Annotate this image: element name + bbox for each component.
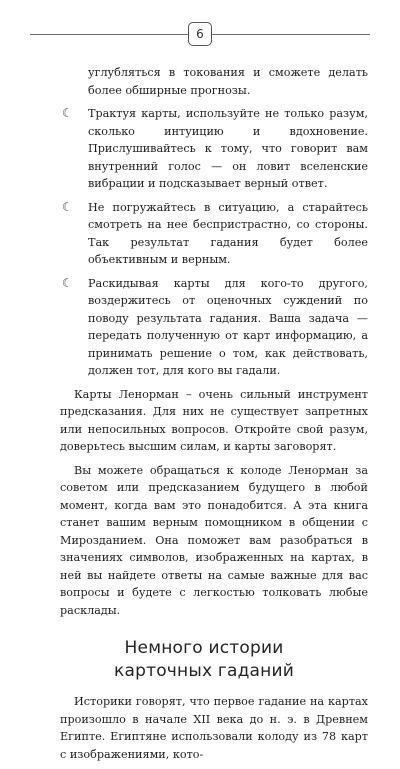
bullet-text: Трактуя карты, используйте не только разум, сколько интуицию и вдохновение. Прислушивайтесь к тому, что говорит вам внутренний голос — он ловит вселенские вибрации и подсказывает верный ответ. bbox=[88, 107, 368, 190]
section-title-line: карточных гаданий bbox=[114, 661, 294, 681]
page-number: 6 bbox=[188, 22, 212, 46]
moon-icon: ☾ bbox=[62, 275, 73, 290]
continuation-text: углубляться в токования и сможете делать более обширные прогнозы. bbox=[88, 66, 368, 97]
bullet-item bbox=[60, 199, 368, 269]
section-title bbox=[40, 637, 368, 683]
paragraph: Карты Ленорман – очень сильный инструмент предсказания. Для них не существует запретных или непосильных вопросов. Откройте свой разум, доверьтесь высшим силам, и карты заговорят. bbox=[60, 387, 368, 453]
paragraph: Вы можете обращаться к колоде Ленорман за советом или предсказанием будущего в любой момент, когда вам это понадобится. А эта книга станет вашим верным помощником в общении с Мирозданием. Она поможет вам разобраться в значениях символов, изображенных на картах, в ней вы найдете ответы на самые важные для вас вопросы и будете с легкостью толковать любые расклады. bbox=[60, 463, 368, 617]
header-rule-right bbox=[212, 34, 370, 35]
bullet-item bbox=[60, 275, 368, 380]
bullet-item bbox=[60, 105, 368, 193]
page-header bbox=[30, 22, 370, 48]
section-title-line: Немного истории bbox=[124, 638, 284, 658]
bullet-text: Раскидывая карты для кого-то другого, воздержитесь от оценочных суждений по поводу результата гадания. Ваша задача — передать полученную от карт информацию, а принимать решение о том, как действовать, должен тот, для кого вы гадали. bbox=[88, 276, 368, 377]
page-body bbox=[60, 64, 368, 769]
bullet-text: Не погружайтесь в ситуацию, а старайтесь смотреть на нее беспристрастно, со стороны. Так результат гадания будет более объективным и верным. bbox=[88, 200, 368, 266]
moon-icon: ☾ bbox=[62, 106, 73, 120]
moon-icon: ☾ bbox=[62, 199, 73, 214]
history-paragraph: Историки говорят, что первое гадание на картах произошло в начале XII века до н. э. в Древнем Египте. Египтяне использовали колоду из 78 карт с изображениями, кото- bbox=[60, 695, 368, 761]
header-rule-left bbox=[30, 34, 188, 35]
